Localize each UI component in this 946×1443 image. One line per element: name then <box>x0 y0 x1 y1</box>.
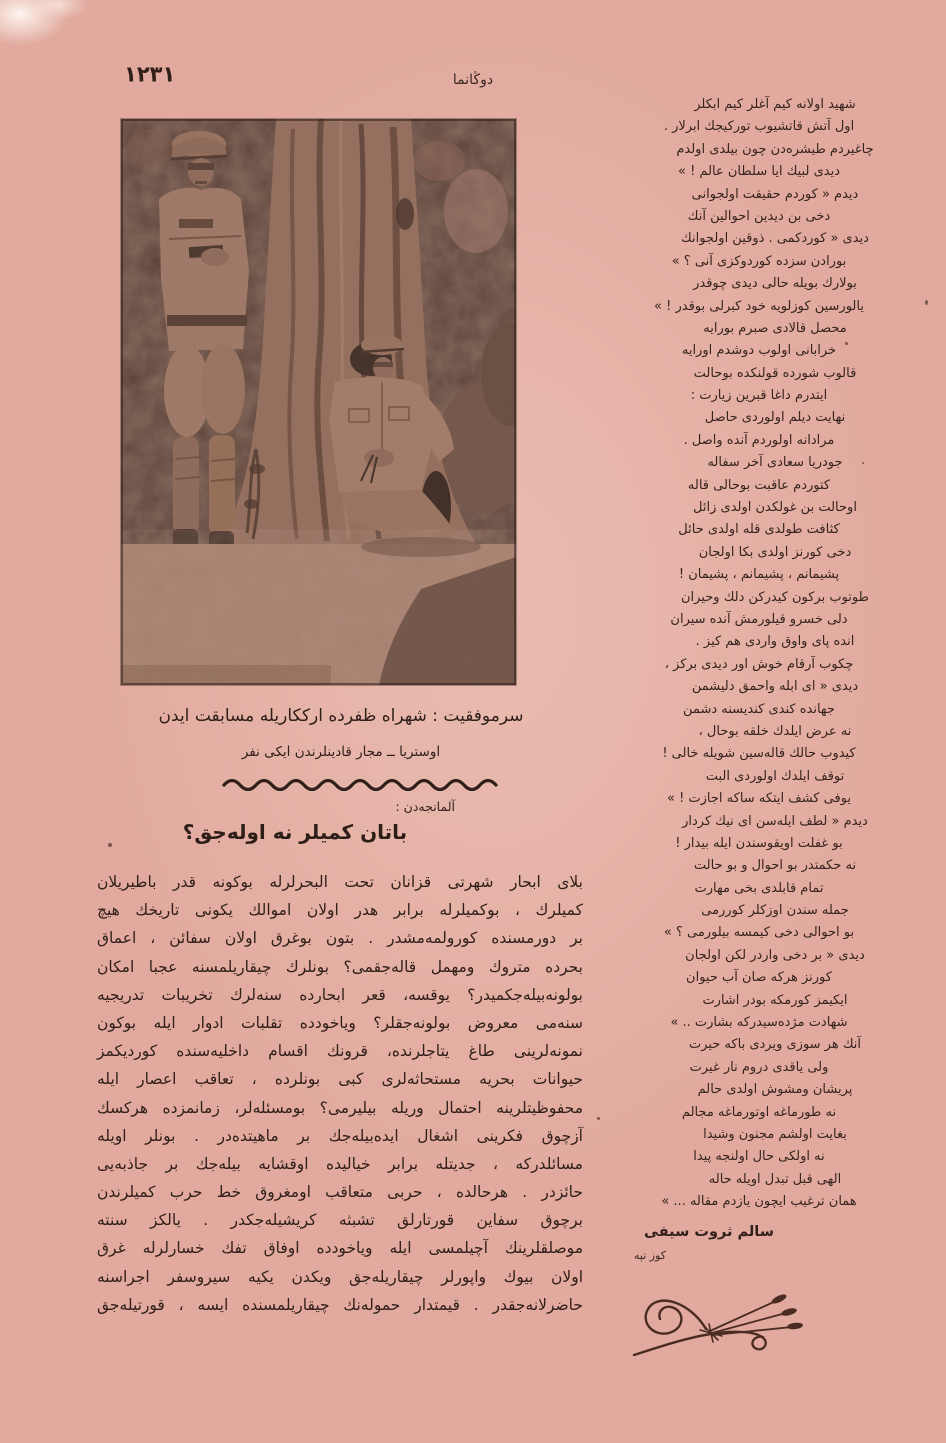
article-text-line: بلای ابحار شهرتی قزانان تحت البحرلرله بوکونه قدر باطیریلان <box>97 873 583 891</box>
article-text-line: برچوق سفاین قورتارلق تشبثه کریشیله‌جكدر . یالکز سنته <box>97 1211 583 1230</box>
poem-verse-line: دیدی لبیك ایا سلطان عالم ! » <box>677 164 841 180</box>
article-text-line: اولان بیوك واپورلر چیقاریله‌جق ویکدن یکیه سیروسفر اجراسنه <box>97 1267 583 1286</box>
poem-verse-line: کثافت طولدی قله اولدی حائل <box>678 522 840 538</box>
article-source-note: آلمانجه‌دن : <box>395 799 455 814</box>
poem-verse-line: دیدی « ای ابله واحمق دلیشمن <box>691 679 859 695</box>
poem-verse-line: شهادت مژده‌سیدرکه بشارت .. » <box>670 1015 848 1031</box>
poem-verse-line: خرابانی اولوب دوشدم اورایه <box>681 343 837 359</box>
author-signature: سالم ثروت سیفی <box>644 1224 774 1240</box>
poem-verse-line: چاغیردم طیشره‌دن چون بیلدی اولدم <box>676 141 874 157</box>
poem-verse-line: نه اولکی حال اولنجه پیدا <box>693 1149 825 1165</box>
photo-caption-line-1: سرموفقیت : شهراه ظفرده ارککاریله مسابقت ایدن <box>158 706 524 726</box>
poem-verse-line: بولارك بویله حالی دیدی چوقدر <box>693 276 857 292</box>
journal-title: دوڭانما <box>452 72 494 88</box>
article-text-line: حائزدر . هرحالده ، حربی متعاقب اومغروق خط حرب کمیلرندن <box>97 1183 583 1202</box>
poem-verse-line: دیدی « بر دخی واردر لکن اولجان <box>685 947 865 963</box>
poem-verse-line: دیدی « کوردکمی . ذوقین اولجوانك <box>681 231 869 247</box>
poem-verse-line: اوحالت بن غولکدن اولدی زائل <box>693 500 857 516</box>
poem-verse-line: انده پای واوق واردی هم کیز . <box>695 634 855 650</box>
ink-speck <box>108 843 112 847</box>
wavy-divider-icon <box>222 775 498 791</box>
poem-verse-line: نهایت دیلم اولوردی حاصل <box>704 410 846 426</box>
poem-verse-line: کورنز هرکه صان آب حیوان <box>686 970 832 986</box>
poem-verse-line: جهانده کندی کندیسنه دشمن <box>683 701 835 717</box>
ink-speck <box>925 300 928 305</box>
poem-verse-line: بو غفلت اویقوسندن ایله بیدار ! <box>675 835 843 851</box>
article-body <box>97 868 583 1319</box>
article-text-line: بر دورمسنده کورولمه‌مشدر . بتون بوغرق اولان سفائن ، اعماق <box>97 929 583 948</box>
poem-verse-line: پشیمانم ، پشیمانم ، پشیمان ! <box>678 567 840 583</box>
photo-caption-line-2: اوستریا ــ مجار قادینلرندن ایکی نفر <box>241 744 441 760</box>
poem-verse-line: مرادانه اولوردم آنده واصل . <box>683 432 835 448</box>
ink-speck <box>597 1117 600 1120</box>
ink-speck <box>862 462 864 464</box>
poem-verse-line: چکوب آرقام خوش اور دیدی برکز ، <box>664 656 854 672</box>
article-title: باتان کمیلر نه اوله‌جق؟ <box>182 820 408 844</box>
article-text-line: کمیلرك ، بوکمیلرله برابر هدر اولان اموالك یکونی تاریخك هیچ <box>97 901 583 920</box>
article-text-line: بولونه‌بیله‌جكمیدر؟ یوقسه، قعر ابحارده سنه‌لرك تخریبات تدریجیه <box>97 985 583 1004</box>
wavy-divider <box>222 775 498 791</box>
poem-verse-line: تمام قابلدی بخی مهارت <box>694 880 824 896</box>
poem-verse-line: جمله سندن اوزکلر کوررمی <box>701 903 849 919</box>
poem-verse-line: کتوردم عاقبت بوحالی قاله <box>687 477 831 493</box>
article-text-line: بحرده متروك ومهمل قاله‌جقمی؟ بونلرك چیقاریلمسنه عجبا امکان <box>97 957 583 976</box>
article-text-line: مسائلدرکه ، جدیتله برابر خیالیده اوقشایه بیله‌جك بر جاذبه‌یی <box>97 1154 583 1173</box>
poem-verse-line: دلی خسرو قیلورمش آنده سیران <box>670 611 848 627</box>
poem-verse-line: نه حکمتدر بو احوال و بو حالت <box>693 858 857 874</box>
article-text-line: آزچوق فکرینی اشغال ایده‌بیله‌جك بر ماهیتده‌در . بونلر اویله <box>97 1126 583 1145</box>
poem-verse-line: جودریا سعادی آخر سفاله <box>707 455 843 471</box>
poem-verse-line: شهید اولانه کیم آغلر کیم ابکلر <box>694 97 856 112</box>
poem-column <box>608 94 930 1214</box>
poem-verse-line: ایتدرم داغا قبرین زیارت : <box>690 388 828 404</box>
page-number: ١٢٣١ <box>124 61 176 87</box>
poem-verse-line: الهی قبل تبدل اویله حاله <box>708 1171 842 1187</box>
poem-verse-line: دیدم « لطف ایله‌سن ای نیك کردار <box>682 813 868 829</box>
article-text-line: سنه‌می معروض بولونه‌جقلر؟ ویاخودده تقلبات ادوار ایله بوکون <box>97 1013 583 1032</box>
poem-verse-line: بغایت اولشم مجنون وشیدا <box>703 1126 847 1142</box>
poem-verse-line: آنك هر سوزی ویردی باکه حیرت <box>688 1037 862 1053</box>
poem-verse-line: محصل قالادی صبرم بورایه <box>703 320 847 336</box>
article-text-line: محفوظیتلرینه احتمال وریله بیلیرمی؟ بومسئله‌لر، زمانمزده هرکسك <box>97 1098 583 1117</box>
article-text-line: حیوانات بحریه مستحاثه‌لری کبی بونلرده ، تعاقب اعصار ایله <box>97 1070 583 1089</box>
poem-verse-line: قالوب شورده قولنکده بوحالت <box>693 365 857 381</box>
poem-verse-line: یوفی کشف ایتکه ساکه اجازت ! » <box>666 791 852 807</box>
poem-verse-line: ولی یاقدی دروم نار غیرت <box>689 1059 829 1075</box>
photo-illustration <box>121 119 516 685</box>
poem-verse-line: دخی بن دیدین احوالین آنك <box>687 208 831 224</box>
poem-verse-line: توقف ایلدك اولوردی البت <box>705 768 845 784</box>
poem-verse-line: بو احوالی دخی کیمسه بیلورمی ؟ » <box>663 925 855 941</box>
ink-speck <box>845 342 848 345</box>
poem-verse-line: ایکیمز کورمکه بودر اشارت <box>702 992 848 1008</box>
poem-verse-line: نه عرض ایلدك خلقه بوحال ، <box>698 723 852 739</box>
article-text-line: حاضرلانه‌جقدر . قیمتدار حموله‌نك چیقاریلمسنده ایسه ، قورتیله‌جق <box>97 1295 583 1314</box>
calligraphic-flourish-icon <box>628 1282 804 1368</box>
poem-verse-line: دخی کورنز اولدی بکا اولجان <box>698 544 852 560</box>
poem-verse-line: همان ترغیب ایچون یازدم مقاله ... » <box>661 1194 857 1210</box>
poem-verse-line: طوتوب برکون کیدرکن دلك وحیران <box>681 589 869 605</box>
article-text-line: موصلقلرینك آچیلمسی ایله ویاخودده اوفاق تفك خسارلرله غرق <box>97 1239 583 1258</box>
poem-verse-line: بورادن سزده کوردوکزی آنی ؟ » <box>671 253 847 269</box>
flourish-drawing <box>628 1282 804 1368</box>
signature-place: کوز تپه <box>633 1249 666 1262</box>
poem-verse-line: دیدم « کوردم حقیقت اولجوانی <box>691 186 859 202</box>
photograph-two-uniformed-figures <box>121 119 516 685</box>
poem-verse-line: پریشان ومشوش اولدی حالم <box>697 1082 853 1098</box>
poem-verse-line: نه طورماغه اوتورماغه مجالم <box>681 1104 837 1120</box>
article-text-line: نمونه‌لرینی طاغ یتاجلرنده، قرونك اقسام داخلیه‌سنده کوردیکمز <box>97 1042 583 1061</box>
poem-verse-line: اول آتش قاتشیوب تورکیجك ابرلار . <box>663 119 855 135</box>
poem-verse-line: کیدوب حالك قاله‌سین شویله خالی ! <box>662 746 856 762</box>
poem-verse-line: یالورسین کوزلویه خود کبرلی بوقدر ! » <box>654 298 864 314</box>
